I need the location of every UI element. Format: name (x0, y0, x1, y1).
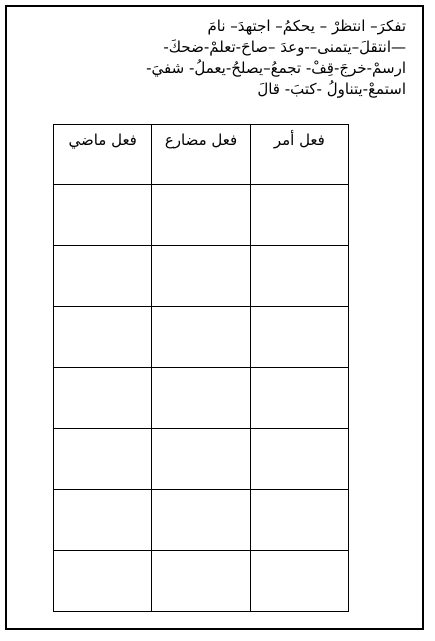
answer-cell[interactable] (250, 429, 348, 490)
answer-cell[interactable] (152, 246, 250, 307)
table-row (54, 429, 349, 490)
table-row (54, 368, 349, 429)
answer-cell[interactable] (152, 490, 250, 551)
answer-cell[interactable] (250, 246, 348, 307)
answer-cell[interactable] (250, 490, 348, 551)
table-row (54, 185, 349, 246)
header-past-verb: فعل ماضي (54, 125, 152, 185)
answer-cell[interactable] (152, 185, 250, 246)
answer-cell[interactable] (54, 307, 152, 368)
word-bank-line: تفكرَ– انتظرْ – يحكمُ– اجتهدَ– نامَ (207, 17, 406, 35)
answer-cell[interactable] (152, 368, 250, 429)
answer-cell[interactable] (54, 368, 152, 429)
answer-cell[interactable] (152, 307, 250, 368)
table-row (54, 551, 349, 612)
word-bank-line: استمعْ-يتناولُ -كتبَ- قالَ (257, 80, 406, 98)
answer-cell[interactable] (54, 551, 152, 612)
table-row (54, 490, 349, 551)
answer-cell[interactable] (54, 490, 152, 551)
answer-cell[interactable] (152, 429, 250, 490)
verb-classification-table (53, 124, 349, 612)
word-bank-line: —انتقلَ–يتمنى–-وعدَ –صاحَ-تعلمْ-ضحكَ- (163, 38, 406, 56)
answer-cell[interactable] (250, 185, 348, 246)
answer-cell[interactable] (54, 429, 152, 490)
table-row (54, 246, 349, 307)
table-row (54, 307, 349, 368)
answer-cell[interactable] (250, 307, 348, 368)
word-bank (12, 16, 406, 100)
header-present-verb: فعل مضارع (152, 125, 250, 185)
answer-cell[interactable] (54, 185, 152, 246)
answer-cell[interactable] (152, 551, 250, 612)
answer-cell[interactable] (250, 551, 348, 612)
answer-cell[interactable] (54, 246, 152, 307)
word-bank-line: ارسمْ-خرجَ-قِفْ- تجمعُ–يصلحُ-يعملُ- شفيَ- (146, 59, 406, 77)
table-header-row (54, 125, 349, 185)
header-imperative-verb: فعل أمر (250, 125, 348, 185)
answer-cell[interactable] (250, 368, 348, 429)
